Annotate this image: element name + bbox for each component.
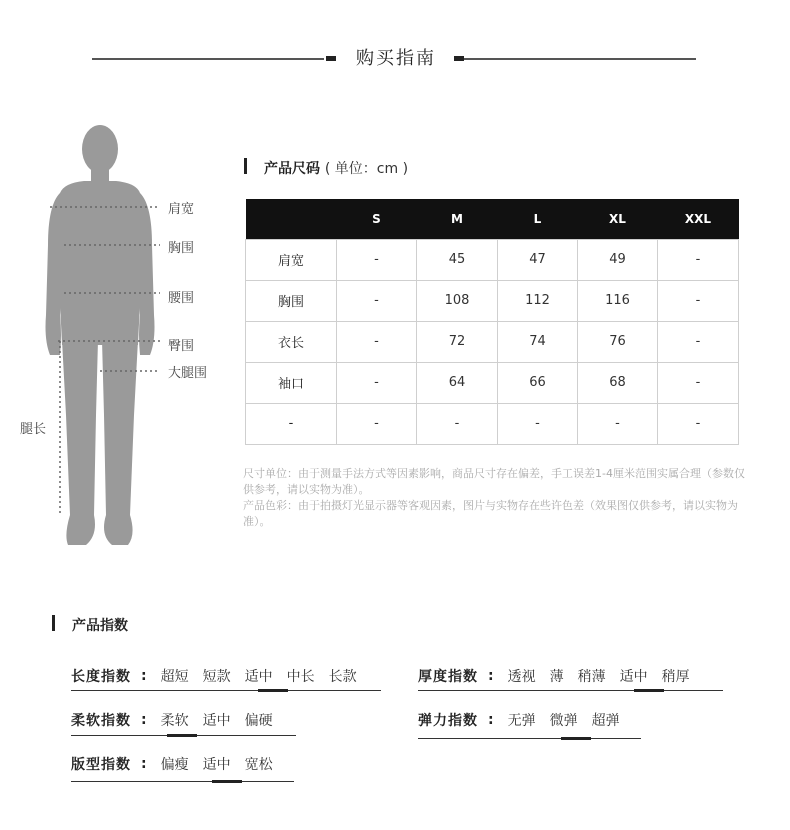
softness-option: 偏硬 (244, 713, 273, 729)
table-cell: - (658, 362, 739, 403)
elasticity-option-selected: 微弹 (549, 713, 578, 729)
thickness-option: 稍薄 (577, 669, 606, 685)
table-cell: 49 (578, 239, 658, 280)
table-cell: 64 (417, 362, 498, 403)
fit-option: 偏瘦 (160, 757, 189, 773)
header-cell-xl: XL (578, 199, 658, 239)
header-cell-m: M (417, 199, 498, 239)
section-marker (244, 158, 247, 174)
colon: : (141, 712, 147, 728)
table-cell: - (578, 403, 658, 444)
row-header: 肩宽 (246, 239, 337, 280)
table-cell: - (417, 403, 498, 444)
size-unit-text: ( 单位：cm ) (324, 161, 409, 177)
header-rule-left (92, 58, 324, 60)
softness-index-label: 柔软指数 (71, 713, 131, 729)
table-row (246, 280, 739, 321)
index-section-title: 产品指数 (72, 618, 128, 634)
table-cell: 72 (417, 321, 498, 362)
header-cell-xxl: XXL (658, 199, 739, 239)
thickness-option: 稍厚 (661, 669, 690, 685)
size-table-header (246, 199, 739, 239)
thickness-index-label: 厚度指数 (418, 669, 478, 685)
table-cell: 66 (498, 362, 578, 403)
table-cell: - (498, 403, 578, 444)
colon: : (488, 668, 494, 684)
size-section-title (264, 158, 408, 178)
size-note-line: 尺寸单位：由于测量手法方式等因素影响，商品尺寸存在偏差，手工误差1-4厘米范围实属合理（参数仅供参考，请以实物为准）。 (243, 467, 745, 496)
elasticity-selected-marker (561, 737, 591, 740)
thickness-option: 薄 (549, 669, 564, 685)
header-rule-right (464, 58, 696, 60)
thickness-index-row (418, 665, 704, 687)
thickness-index-rule (418, 690, 723, 691)
row-header: 胸围 (246, 280, 337, 321)
length-option: 短款 (202, 669, 231, 685)
length-index-label: 长度指数 (71, 669, 131, 685)
fit-option-selected: 适中 (202, 757, 231, 773)
table-cell: - (337, 321, 417, 362)
thickness-option-selected: 适中 (619, 669, 648, 685)
table-cell: - (337, 239, 417, 280)
label-hip: 臀围 (168, 339, 195, 354)
table-cell: - (658, 321, 739, 362)
length-option: 超短 (160, 669, 189, 685)
body-measurement-figure (20, 115, 220, 555)
fit-option: 宽松 (244, 757, 273, 773)
fit-index-label: 版型指数 (71, 757, 131, 773)
table-cell: 74 (498, 321, 578, 362)
table-cell: - (337, 403, 417, 444)
label-waist: 腰围 (168, 291, 195, 306)
row-header: 衣长 (246, 321, 337, 362)
table-cell: 45 (417, 239, 498, 280)
size-note (243, 466, 748, 530)
size-title-text: 产品尺码 (264, 161, 320, 177)
fit-selected-marker (212, 780, 242, 783)
table-row (246, 321, 739, 362)
table-cell: 112 (498, 280, 578, 321)
page-title: 购买指南 (356, 48, 436, 69)
length-index-row (71, 665, 371, 687)
softness-index-row (71, 709, 287, 731)
softness-selected-marker (167, 734, 197, 737)
table-cell: - (337, 280, 417, 321)
header-cell (246, 199, 337, 239)
header-cell-l: L (498, 199, 578, 239)
header-dash-right (454, 56, 464, 61)
thickness-selected-marker (634, 689, 664, 692)
label-thigh: 大腿围 (168, 366, 208, 381)
header-dash-left (326, 56, 336, 61)
table-row (246, 362, 739, 403)
fit-index-rule (71, 781, 294, 782)
elasticity-option: 超弹 (591, 713, 620, 729)
length-option: 长款 (328, 669, 357, 685)
table-cell: 47 (498, 239, 578, 280)
table-cell: - (658, 403, 739, 444)
table-row (246, 403, 739, 444)
elasticity-index-rule (418, 738, 641, 739)
index-section-marker (52, 615, 55, 631)
table-cell: 116 (578, 280, 658, 321)
table-cell: 108 (417, 280, 498, 321)
fit-index-row (71, 753, 287, 775)
colon: : (488, 712, 494, 728)
softness-option-selected: 柔软 (160, 713, 189, 729)
label-shoulder-width: 肩宽 (168, 202, 195, 217)
elasticity-option: 无弹 (507, 713, 536, 729)
length-option-selected: 适中 (244, 669, 273, 685)
table-cell: 76 (578, 321, 658, 362)
elasticity-index-row (418, 709, 634, 731)
header-cell-s: S (337, 199, 417, 239)
thickness-option: 透视 (507, 669, 536, 685)
table-row (246, 239, 739, 280)
label-chest: 胸围 (168, 241, 195, 256)
elasticity-index-label: 弹力指数 (418, 713, 478, 729)
table-cell: - (658, 239, 739, 280)
label-leg-length: 腿长 (20, 422, 47, 437)
table-cell: 68 (578, 362, 658, 403)
color-note-line: 产品色彩：由于拍摄灯光显示器等客观因素，图片与实物存在些许色差（效果图仅供参考，请以实物为准）。 (243, 499, 738, 528)
colon: : (141, 668, 147, 684)
length-option: 中长 (286, 669, 315, 685)
softness-option: 适中 (202, 713, 231, 729)
table-cell: - (337, 362, 417, 403)
row-header: 袖口 (246, 362, 337, 403)
row-header: - (246, 403, 337, 444)
table-cell: - (658, 280, 739, 321)
size-table (245, 199, 739, 445)
length-index-rule (71, 690, 381, 691)
length-selected-marker (258, 689, 288, 692)
colon: : (141, 756, 147, 772)
